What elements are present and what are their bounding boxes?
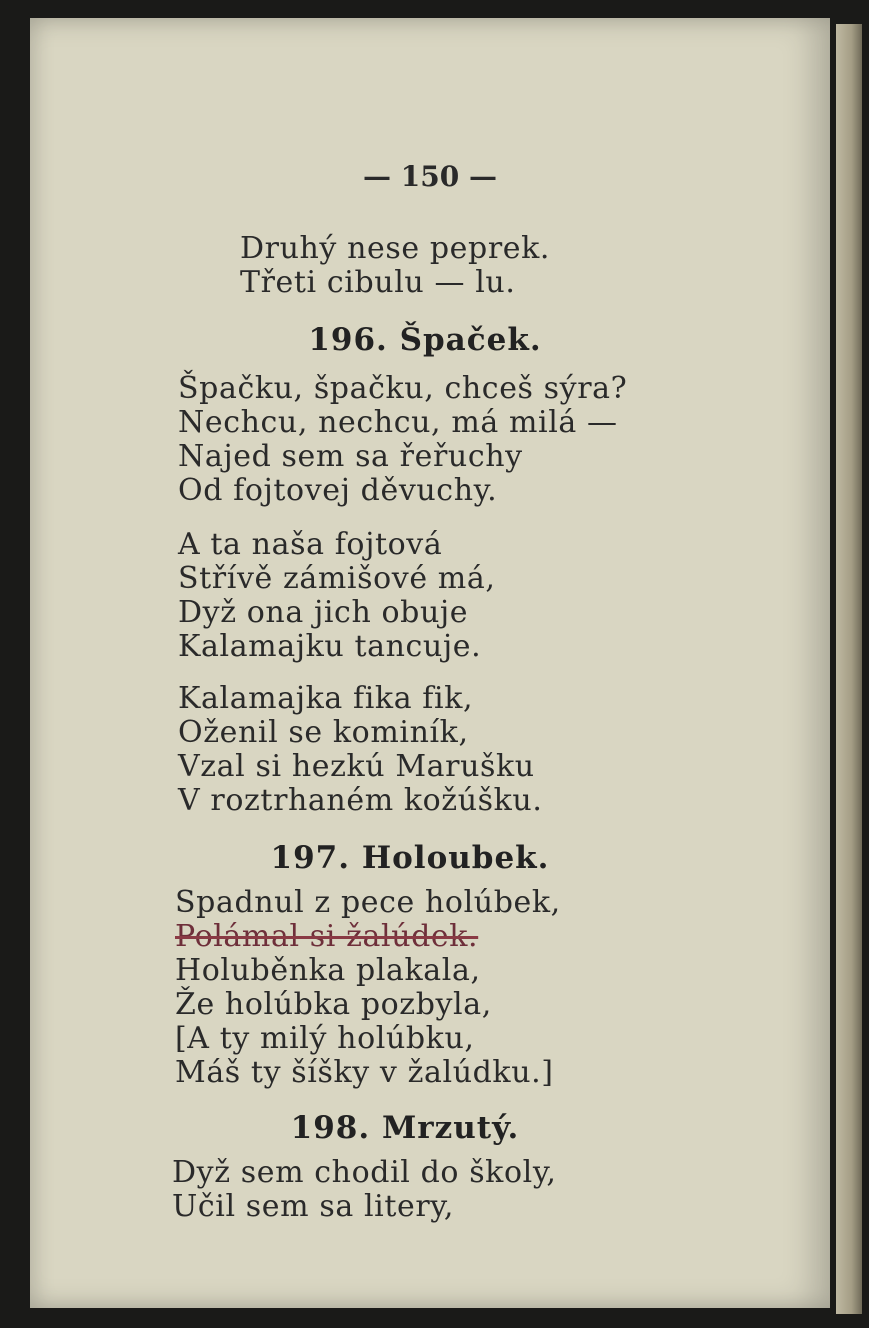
poem-heading: 198. Mrzutý. <box>290 1110 520 1146</box>
book-page <box>30 18 830 1308</box>
poem-line: Nechcu, nechcu, má milá — <box>178 405 618 440</box>
intro-line: Třeti cibulu — lu. <box>240 265 516 300</box>
poem-line: V roztrhaném kožúšku. <box>178 783 543 818</box>
poem-heading: 196. Špaček. <box>308 322 542 358</box>
poem-line: Dyž ona jich obuje <box>178 595 469 630</box>
poem-line: Holuběnka plakala, <box>175 953 481 988</box>
poem-line: Kalamajka fika fik, <box>178 681 474 716</box>
poem-line: A ta naša fojtová <box>178 527 443 562</box>
poem-line: Oženil se kominík, <box>178 715 469 750</box>
page-number: — 150 — <box>363 160 497 193</box>
poem-line: Najed sem sa řeřuchy <box>178 439 523 474</box>
poem-heading: 197. Holoubek. <box>270 840 550 876</box>
poem-line: Máš ty šíšky v žalúdku.] <box>175 1055 554 1090</box>
poem-line: Učil sem sa litery, <box>172 1189 455 1224</box>
poem-line: Od fojtovej děvuchy. <box>178 473 498 508</box>
poem-line: Polámal si žalúdek. <box>175 919 479 954</box>
poem-line: Dyž sem chodil do školy, <box>172 1155 557 1190</box>
poem-line: Vzal si hezkú Marušku <box>178 749 535 784</box>
poem-line: Špačku, špačku, chceš sýra? <box>178 371 628 406</box>
poem-line: Že holúbka pozbyla, <box>175 987 492 1022</box>
intro-line: Druhý nese peprek. <box>240 231 551 266</box>
poem-line: Kalamajku tancuje. <box>178 629 482 664</box>
page-edge <box>836 24 862 1314</box>
poem-line: [A ty milý holúbku, <box>175 1021 475 1056</box>
poem-line: Spadnul z pece holúbek, <box>175 885 561 920</box>
poem-line: Střívě zámišové má, <box>178 561 496 596</box>
